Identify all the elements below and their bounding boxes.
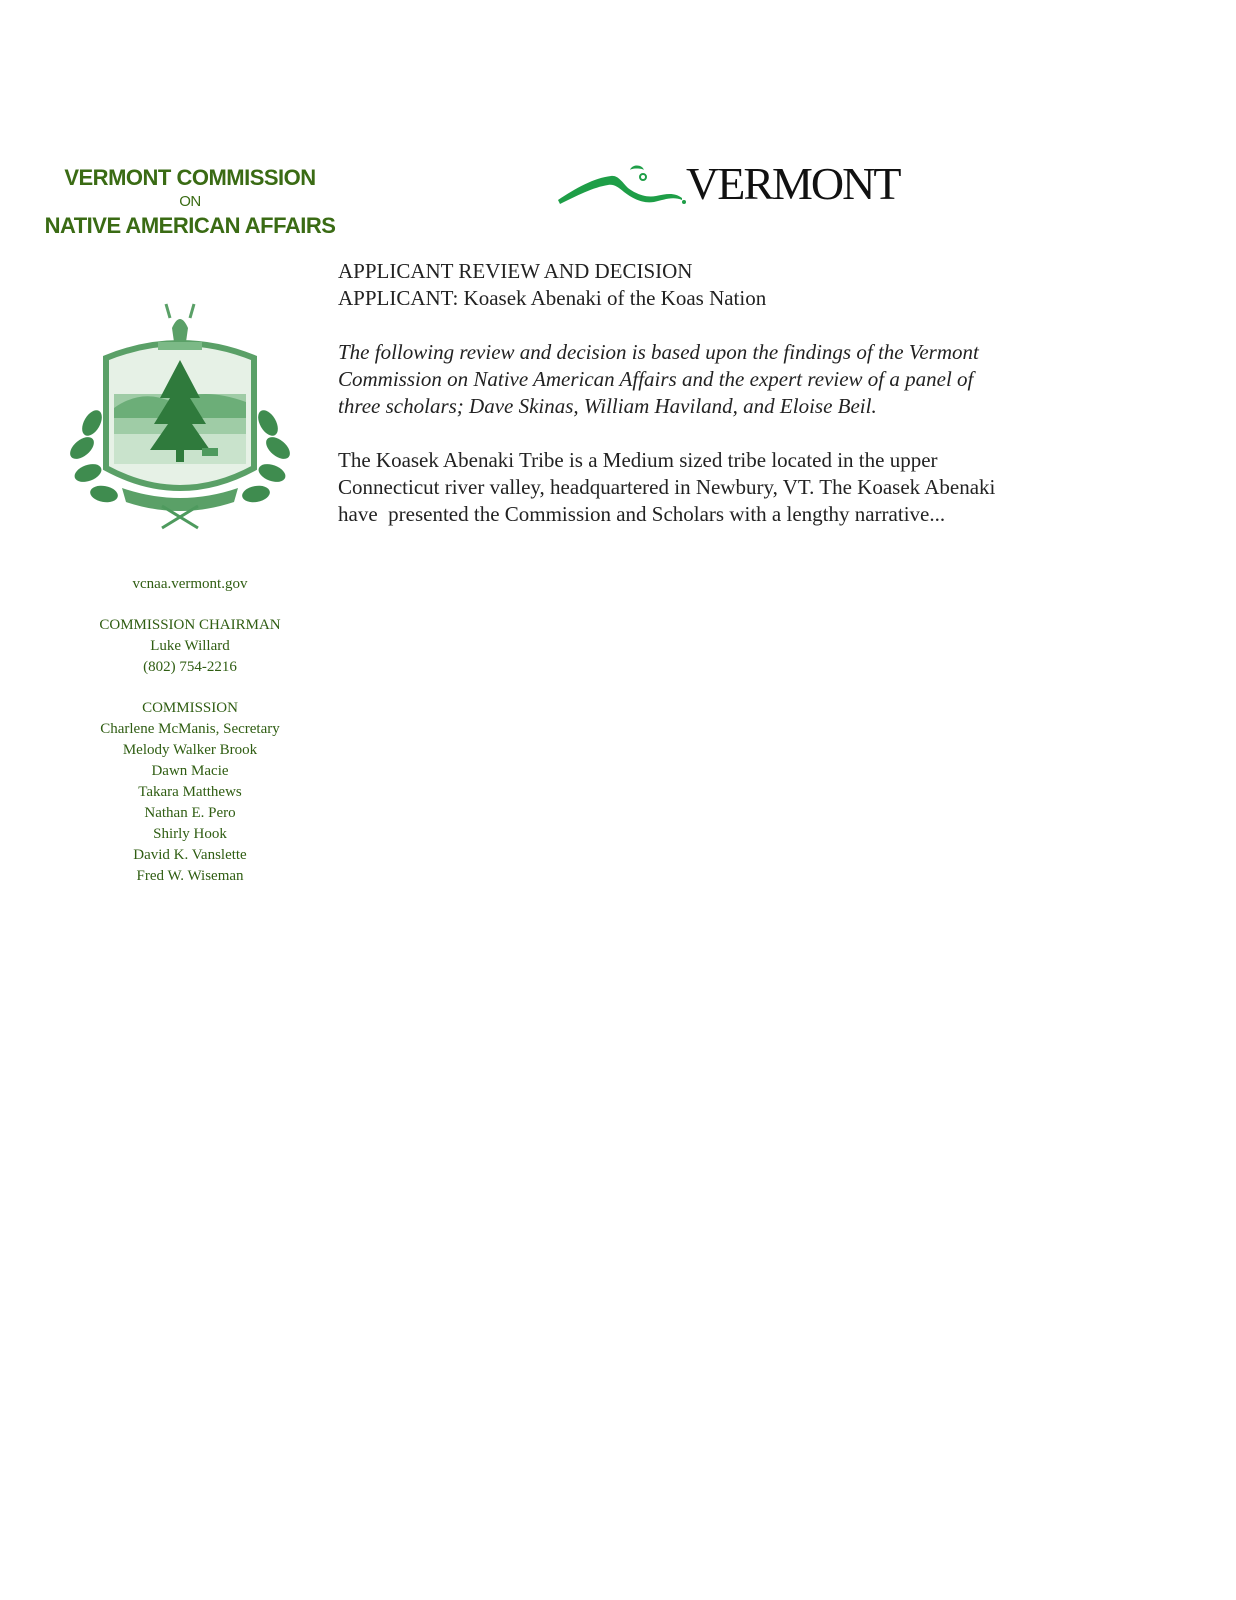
website-link[interactable]: vcnaa.vermont.gov <box>132 576 248 592</box>
logo-text: VERMONT <box>686 158 900 209</box>
intro-line: Commission on Native American Affairs and the expert review of a panel of <box>338 367 974 391</box>
applicant-line: APPLICANT: Koasek Abenaki of the Koas Nation <box>338 286 767 310</box>
chair-heading: COMMISSION CHAIRMAN <box>99 617 281 633</box>
member-list <box>30 719 350 887</box>
chair-name: Luke Willard <box>150 638 230 654</box>
member-name: Takara Matthews <box>138 784 242 800</box>
org-title-line2: NATIVE AMERICAN AFFAIRS <box>44 213 336 238</box>
document-heading: APPLICANT REVIEW AND DECISION <box>338 259 693 283</box>
sidebar-info <box>30 574 350 887</box>
member-name: Shirly Hook <box>153 826 227 842</box>
org-title-line1: VERMONT COMMISSION <box>64 165 316 190</box>
body-line: have presented the Commission and Scholars with a lengthy narrative... <box>338 502 946 526</box>
intro-paragraph <box>338 339 1138 420</box>
member-name: Charlene McManis, Secretary <box>100 721 280 737</box>
body-line: Connecticut river valley, headquartered in Newbury, VT. The Koasek Abenaki <box>338 475 996 499</box>
org-header <box>30 165 350 239</box>
member-name: Melody Walker Brook <box>122 742 258 758</box>
org-title-on: ON <box>179 193 201 210</box>
member-name: Fred W. Wiseman <box>136 868 244 884</box>
chair-phone: (802) 754-2216 <box>143 659 237 675</box>
main-content <box>338 258 1138 528</box>
body-paragraph <box>338 447 1138 528</box>
member-name: David K. Vanslette <box>133 847 247 863</box>
intro-line: three scholars; Dave Skinas, William Haviland, and Eloise Beil. <box>338 394 877 418</box>
vermont-state-seal-icon <box>62 298 298 532</box>
member-name: Nathan E. Pero <box>144 805 236 821</box>
intro-line: The following review and decision is based upon the findings of the Vermont <box>338 340 979 364</box>
body-line: The Koasek Abenaki Tribe is a Medium sized tribe located in the upper <box>338 448 938 472</box>
commission-heading: COMMISSION <box>142 700 238 716</box>
vermont-logo <box>556 155 916 215</box>
vermont-mountain-logo-icon <box>556 160 691 210</box>
member-name: Dawn Macie <box>151 763 229 779</box>
